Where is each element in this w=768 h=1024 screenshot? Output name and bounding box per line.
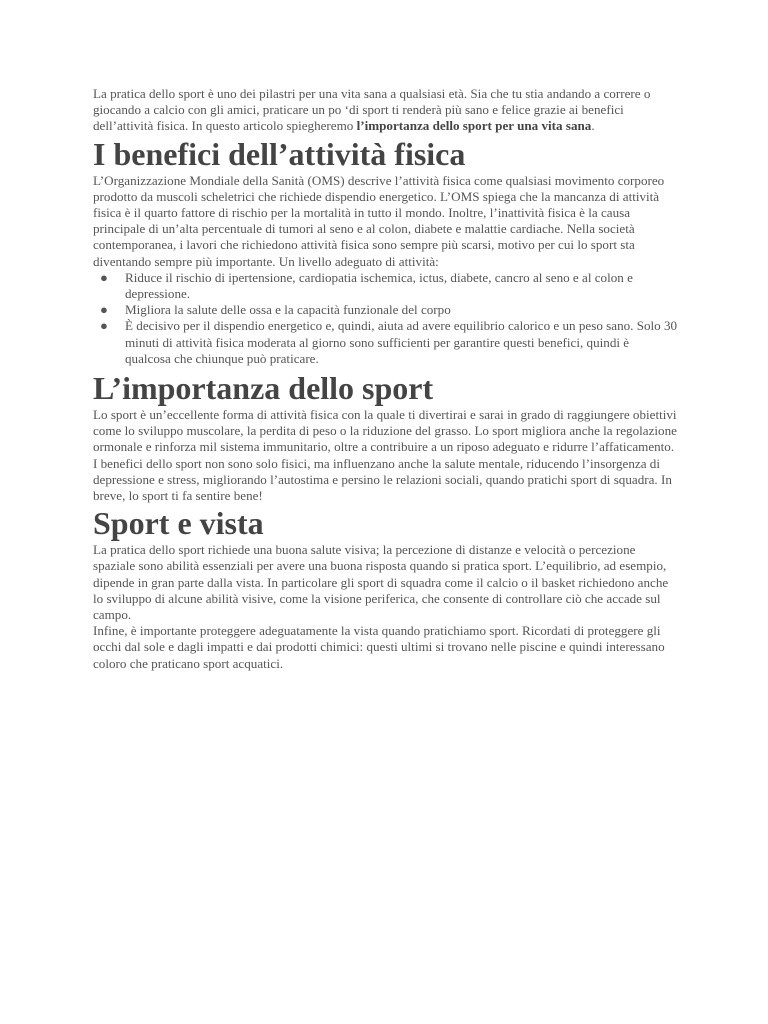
- intro-bold-text: l’importanza dello sport per una vita sana: [356, 118, 592, 134]
- bullet-icon: ●: [100, 269, 108, 285]
- intro-paragraph: [93, 86, 678, 135]
- list-item-text: Migliora la salute delle ossa e la capacità funzionale del corpo: [125, 302, 451, 318]
- list-item: [93, 302, 678, 318]
- document-page: [93, 86, 678, 672]
- list-item-text: Riduce il rischio di ipertensione, cardiopatia ischemica, ictus, diabete, cancro al seno e al colon e depressione.: [125, 269, 633, 302]
- list-item: [93, 270, 678, 302]
- benefici-list: [93, 270, 678, 367]
- heading-importanza: L’importanza dello sport: [93, 370, 434, 407]
- intro-text: La pratica dello sport è uno dei pilastri per una vita sana a qualsiasi età. Sia che tu stia andando a correre o giocando a calcio con gli amici, praticare un po ‘di sport ti renderà più sano e felice grazie ai benefici dell’attività fisica. In questo articolo spiegheremo: [93, 86, 651, 134]
- list-item: [93, 318, 678, 367]
- importanza-paragraph: Lo sport è un’eccellente forma di attività fisica con la quale ti divertirai e sarai in grado di raggiungere obiettivi come lo sviluppo muscolare, la perdita di peso o la riduzione del grasso. Lo sport migliora anche la regolazione ormonale e rinforza mil sistema immunitario, oltre a contribuire a un riposo adeguato e ridurre l’affaticamento. I benefici dello sport non sono solo fisici, ma influenzano anche la salute mentale, riducendo l’insorgenza di depressione e stress, migliorando l’autostima e persino le relazioni sociali, quando pratichi sport di squadra. In breve, lo sport ti fa sentire bene!: [93, 407, 677, 504]
- sport-vista-paragraph-1: La pratica dello sport richiede una buona salute visiva; la percezione di distanze e velocità o percezione spaziale sono abilità essenziali per avere una buona risposta quando si pratica sport. L’equilibrio, ad esempio, dipende in gran parte dalla vista. In particolare gli sport di squadra come il calcio o il basket richiedono anche lo sviluppo di alcune abilità visive, come la visione periferica, che consente di controllare ciò che accade sul campo.: [93, 542, 669, 623]
- bullet-icon: ●: [100, 318, 108, 334]
- intro-end: .: [591, 118, 595, 134]
- heading-benefici: I benefici dell’attività fisica: [93, 135, 466, 172]
- bullet-icon: ●: [100, 302, 108, 318]
- heading-sport-vista: Sport e vista: [93, 505, 264, 542]
- list-item-text: È decisivo per il dispendio energetico e, quindi, aiuta ad avere equilibrio calorico e un peso sano. Solo 30 minuti di attività fisica moderata al giorno sono sufficienti per garantire questi benefici, quindi è qualcosa che chiunque può praticare.: [125, 318, 678, 366]
- sport-vista-paragraph-2: Infine, è importante proteggere adeguatamente la vista quando pratichiamo sport. Ricordati di proteggere gli occhi dal sole e dagli impatti e dai prodotti chimici: questi ultimi si trovano nelle piscine e quindi interessano coloro che praticano sport acquatici.: [93, 623, 665, 671]
- benefici-paragraph: L’Organizzazione Mondiale della Sanità (OMS) descrive l’attività fisica come qualsiasi movimento corporeo prodotto da muscoli scheletrici che richiede dispendio energetico. L’OMS spiega che la mancanza di attività fisica è il quarto fattore di rischio per la mortalità in tutto il mondo. Inoltre, l’inattività fisica è la causa principale di un’alta percentuale di tumori al seno e al colon, diabete e malattie cardiache. Nella società contemporanea, i lavori che richiedono attività fisica sono sempre più scarsi, motivo per cui lo sport sta diventando sempre più importante. Un livello adeguato di attività:: [93, 172, 665, 269]
